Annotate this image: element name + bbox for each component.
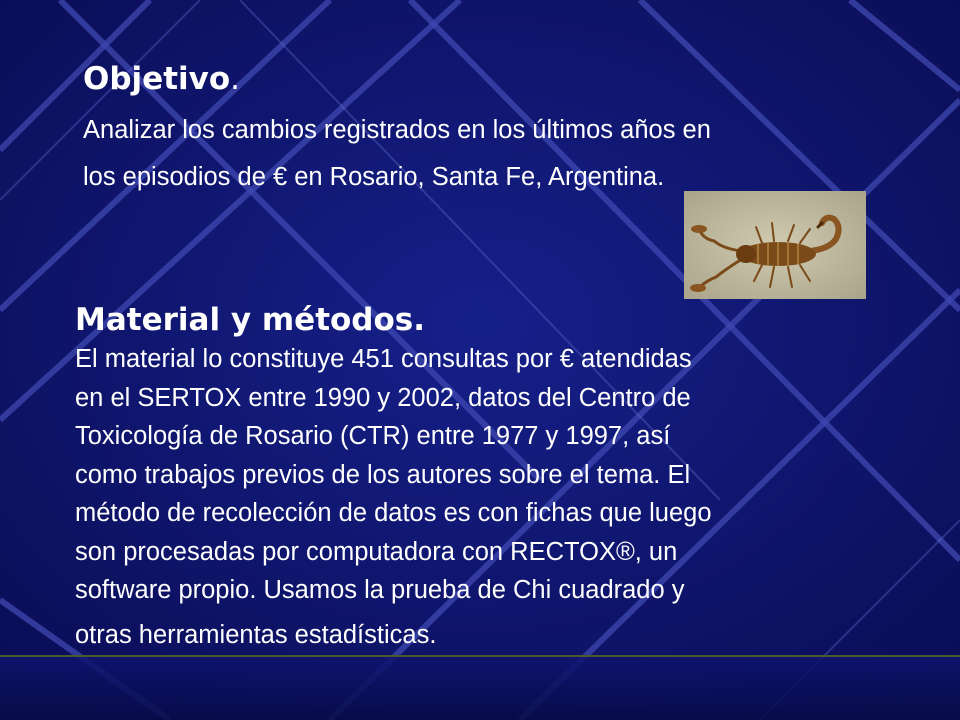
material-text	[75, 340, 895, 654]
material-line-7: software propio. Usamos la prueba de Chi cuadrado y	[75, 576, 685, 604]
scorpion-photo	[684, 191, 866, 299]
material-line-2: en el SERTOX entre 1990 y 2002, datos del Centro de	[75, 383, 691, 412]
objetivo-title: Objetivo	[83, 61, 231, 97]
objetivo-line-2: los episodios de € en Rosario, Santa Fe, Argentina.	[83, 163, 665, 191]
material-line-4: como trabajos previos de los autores sobre el tema. El	[75, 460, 691, 489]
material-line-1: El material lo constituye 451 consultas por € atendidas	[75, 345, 692, 373]
objetivo-text	[83, 107, 873, 201]
material-line-3: Toxicología de Rosario (CTR) entre 1977 y 1997, así	[75, 422, 671, 450]
material-line-6: son procesadas por computadora con RECTOX®, un	[75, 537, 678, 566]
objetivo-line-1: Analizar los cambios registrados en los últimos años en	[83, 116, 711, 144]
objetivo-title-punct: .	[230, 61, 241, 97]
material-line-8: otras herramientas estadísticas.	[75, 620, 437, 649]
objetivo-heading	[83, 58, 240, 100]
material-line-5: método de recolección de datos es con fichas que luego	[75, 499, 712, 527]
material-heading: Material y métodos.	[75, 302, 426, 338]
